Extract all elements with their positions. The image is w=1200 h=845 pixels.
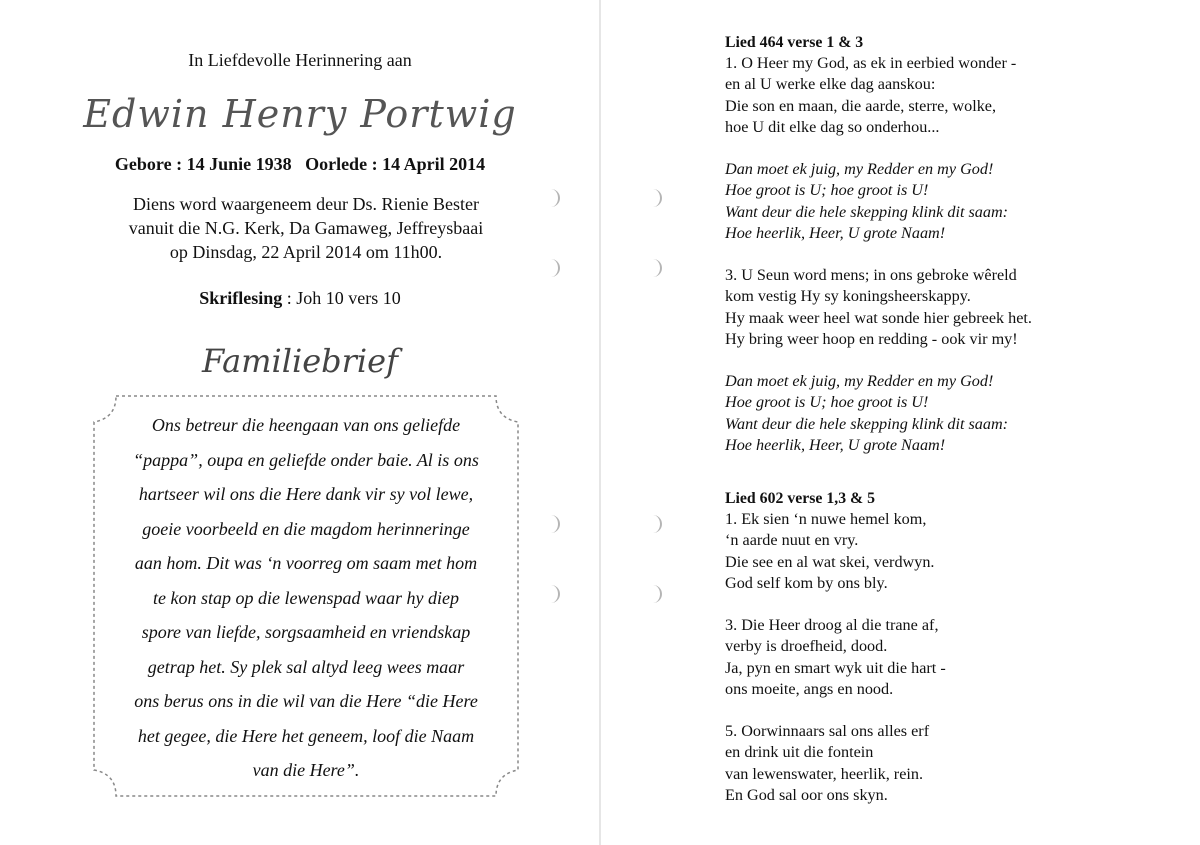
verse-line: kom vestig Hy sy koningsheerskappy.: [725, 287, 971, 306]
hymn-verse: [725, 509, 1195, 594]
right-page: [600, 0, 1200, 845]
letter-line: aan hom. Dit was ‘n voorreg om saam met hom: [134, 553, 478, 573]
hymn-verse: [725, 721, 1195, 806]
binding-hole: [650, 189, 662, 207]
letter-line: getrap het. Sy plek sal altyd leeg wees maar: [147, 656, 465, 677]
hymn-title: Lied 602 verse 1,3 & 5: [725, 490, 876, 508]
chorus-line: Hoe heerlik, Heer, U grote Naam!: [725, 223, 946, 242]
scripture-reading: Skriflesing : Joh 10 vers 10: [199, 288, 401, 308]
hymn-verse: [725, 53, 1195, 138]
verse-line: ‘n aarde nuut en vry.: [725, 531, 859, 550]
born-date: 14 Junie 1938: [186, 154, 292, 174]
chorus-line: Want deur die hele skepping klink dit saam:: [725, 202, 1009, 221]
life-dates: Gebore : 14 Junie 1938 Oorlede : 14 April 2014: [114, 154, 486, 174]
letter-line: te kon stap op die lewenspad waar hy diep: [153, 587, 459, 608]
verse-line: Die see en al wat skei, verdwyn.: [725, 552, 935, 571]
letter-line: van die Here”.: [252, 760, 360, 780]
binding-hole: [650, 515, 662, 533]
reading-label: Skriflesing: [199, 288, 283, 308]
hymns: [725, 32, 1195, 830]
hymn-title: Lied 464 verse 1 & 3: [725, 34, 864, 51]
verse-line: verby is droefheid, dood.: [725, 637, 888, 656]
letter-line: ons berus ons in die wil van die Here “die Here: [134, 691, 478, 711]
chorus-line: Dan moet ek juig, my Redder en my God!: [725, 372, 994, 391]
died-label: Oorlede: [305, 154, 368, 174]
letter-line: “pappa”, oupa en geliefde onder baie. Al is ons: [133, 449, 479, 470]
verse-line: 3. Die Heer droog al die trane af,: [725, 616, 939, 635]
verse-line: hoe U dit elke dag so onderhou...: [725, 117, 940, 136]
binding-hole: [650, 585, 662, 603]
hymn-602: [725, 488, 1195, 806]
chorus-line: Hoe groot is U; hoe groot is U!: [725, 393, 929, 412]
service-line: vanuit die N.G. Kerk, Da Gamaweg, Jeffreysbaai: [128, 218, 484, 238]
letter-line: het gegee, die Here het geneem, loof die Naam: [137, 725, 475, 746]
verse-line: ons moeite, angs en nood.: [725, 679, 894, 698]
chorus-line: Want deur die hele skepping klink dit saam:: [725, 414, 1009, 433]
letter-line: hartseer wil ons die Here dank vir sy vol lewe,: [138, 484, 474, 504]
binding-hole: [548, 515, 560, 533]
verse-line: Die son en maan, die aarde, sterre, wolke,: [725, 96, 997, 115]
verse-line: 3. U Seun word mens; in ons gebroke wêreld: [725, 266, 1017, 285]
binding-hole: [548, 259, 560, 277]
family-letter-text: [106, 408, 506, 788]
letter-line: Ons betreur die heengaan van ons geliefde: [151, 415, 461, 435]
deceased-name: Edwin Henry Portwig: [83, 92, 517, 136]
letter-line: goeie voorbeeld en die magdom herinneringe: [142, 518, 470, 539]
family-letter-box: [88, 392, 524, 800]
verse-line: God self kom by ons bly.: [725, 573, 888, 592]
binding-hole: [548, 585, 560, 603]
verse-line: 1. O Heer my God, as ek in eerbied wonder -: [725, 54, 1017, 73]
verse-line: Ja, pyn en smart wyk uit die hart -: [725, 658, 946, 677]
service-line: op Dinsdag, 22 April 2014 om 11h00.: [169, 242, 443, 262]
verse-line: 1. Ek sien ‘n nuwe hemel kom,: [725, 510, 927, 529]
verse-line: van lewenswater, heerlik, rein.: [725, 764, 924, 783]
service-line: Diens word waargeneem deur Ds. Rienie Bester: [132, 194, 480, 214]
chorus-line: Hoe heerlik, Heer, U grote Naam!: [725, 435, 946, 454]
chorus-line: Hoe groot is U; hoe groot is U!: [725, 181, 929, 200]
chorus-line: Dan moet ek juig, my Redder en my God!: [725, 160, 994, 179]
service-details: [0, 192, 612, 264]
reading-text: Joh 10 vers 10: [296, 288, 401, 308]
verse-line: en drink uit die fontein: [725, 743, 874, 762]
hymn-chorus: [725, 159, 1195, 244]
born-label: Gebore: [114, 154, 172, 174]
verse-line: Hy maak weer heel wat sonde hier gebreek het.: [725, 308, 1032, 327]
hymn-verse: [725, 265, 1195, 350]
hymn-verse: [725, 615, 1195, 700]
verse-line: 5. Oorwinnaars sal ons alles erf: [725, 722, 930, 741]
memorial-heading: In Liefdevolle Herinnering aan: [188, 50, 412, 70]
died-date: 14 April 2014: [382, 154, 486, 174]
hymn-464: [725, 32, 1195, 456]
hymn-chorus: [725, 371, 1195, 456]
family-letter-title: Familiebrief: [202, 342, 398, 380]
letter-line: spore van liefde, sorgsaamheid en vriendskap: [141, 622, 471, 642]
verse-line: en al U werke elke dag aanskou:: [725, 75, 936, 94]
verse-line: Hy bring weer hoop en redding - ook vir my!: [725, 329, 1018, 348]
verse-line: En God sal oor ons skyn.: [725, 785, 888, 804]
binding-hole: [650, 259, 662, 277]
